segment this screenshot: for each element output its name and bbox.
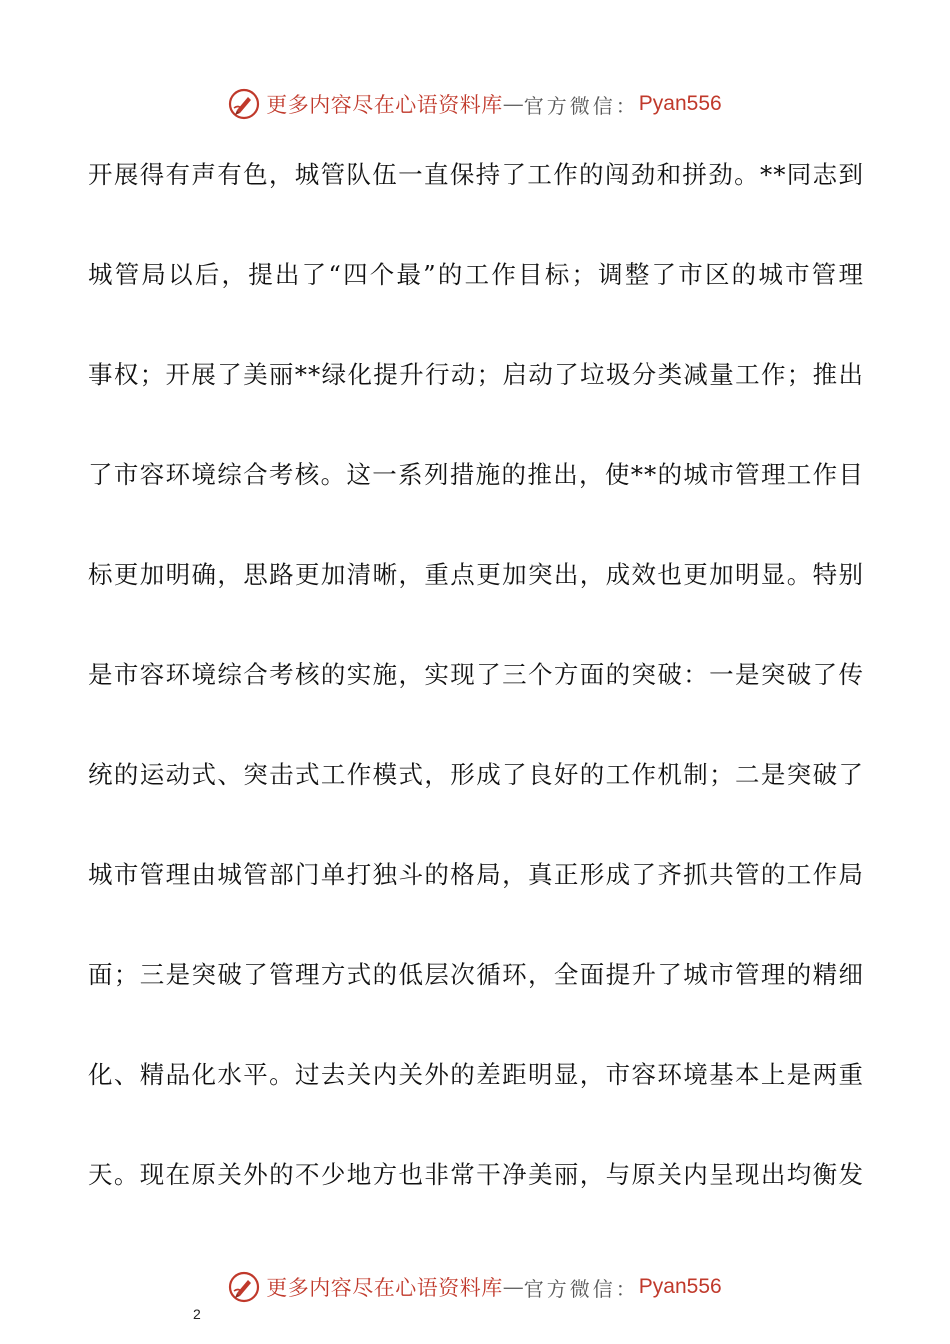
paragraph-line-1: 开展得有声有色，城管队伍一直保持了工作的闯劲和拼劲。**同志到 <box>88 160 864 189</box>
paragraph-line-8: 城市管理由城管部门单打独斗的格局，真正形成了齐抓共管的工作局 <box>88 860 864 889</box>
watermark-wechat-label: 官方微信： <box>523 93 639 118</box>
paragraph-line-4: 了市容环境综合考核。这一系列措施的推出，使**的城市管理工作目 <box>88 460 864 489</box>
watermark-library-text: 更多内容尽在心语资料库 <box>266 93 503 117</box>
paragraph-line-3: 事权；开展了美丽**绿化提升行动；启动了垃圾分类减量工作；推出 <box>88 360 864 389</box>
footer-watermark <box>0 1267 950 1307</box>
watermark-separator: — <box>502 92 524 116</box>
writing-hand-icon <box>228 1271 260 1303</box>
paragraph-line-6: 是市容环境综合考核的实施，实现了三个方面的突破：一是突破了传 <box>88 660 864 689</box>
watermark-wechat-id: Pyan556 <box>638 92 722 115</box>
watermark-wechat-id: Pyan556 <box>638 1275 722 1298</box>
watermark-library-text: 更多内容尽在心语资料库 <box>266 1276 503 1300</box>
paragraph-line-10: 化、精品化水平。过去关内关外的差距明显，市容环境基本上是两重 <box>88 1060 864 1089</box>
header-watermark <box>0 84 950 124</box>
watermark-wechat-label: 官方微信： <box>523 1276 639 1301</box>
paragraph-line-9: 面；三是突破了管理方式的低层次循环，全面提升了城市管理的精细 <box>88 960 864 989</box>
watermark-separator: — <box>502 1275 524 1299</box>
paragraph-line-7: 统的运动式、突击式工作模式，形成了良好的工作机制；二是突破了 <box>88 760 864 789</box>
paragraph-line-2: 城管局以后，提出了“四个最”的工作目标；调整了市区的城市管理 <box>88 260 864 289</box>
paragraph-line-5: 标更加明确，思路更加清晰，重点更加突出，成效也更加明显。特别 <box>88 560 864 589</box>
document-body <box>88 150 864 1250</box>
page-number: 2 <box>193 1306 201 1322</box>
writing-hand-icon <box>228 88 260 120</box>
paragraph-line-11: 天。现在原关外的不少地方也非常干净美丽，与原关内呈现出均衡发 <box>88 1160 864 1189</box>
